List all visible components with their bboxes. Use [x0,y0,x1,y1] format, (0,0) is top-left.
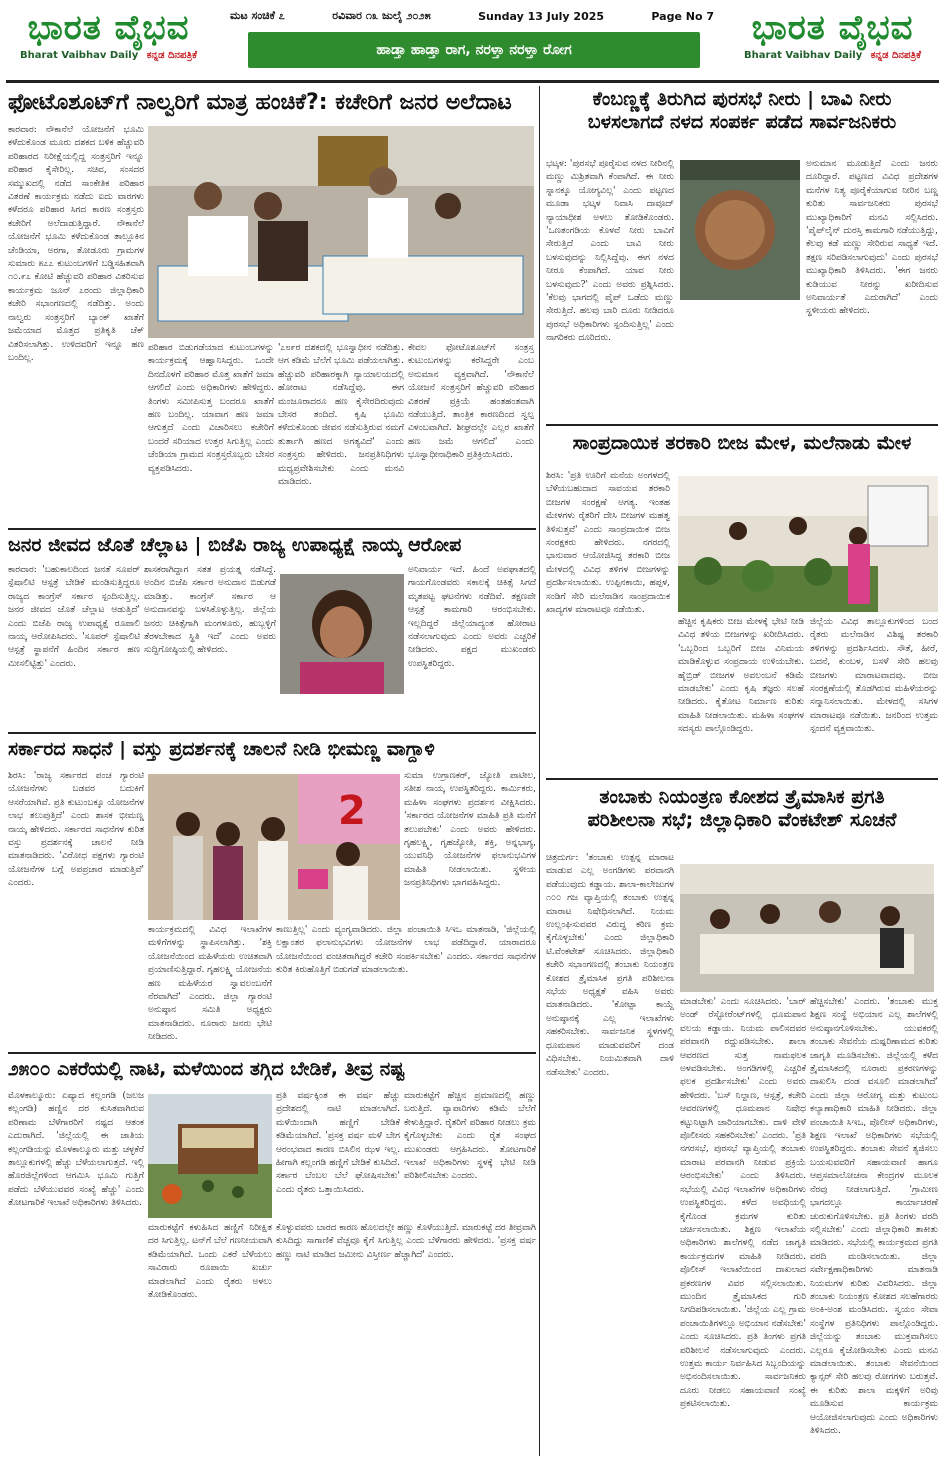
article-divider [8,1052,536,1054]
article-4-photo-portrait [280,574,404,694]
article-7-column-1: ಮೊಳಕಾಲ್ಮೂರು: ಏಷ್ಯಾದ ಕಲ್ಲಂಗಡಿ (ಜಲಜ ಕಲ್ಲಂಗಡಿ) ಹಣ್ಣಿನ ದರ ಕುಸಿತವಾಗಿರುವ ಪರಿಣಾಮ ಬೆಳೆಗಾರರಿಗೆ ನಷ್ಟದ ಆತಂಕ ಎದುರಾಗಿದೆ. 'ಜಿಲ್ಲೆಯಲ್ಲಿ ಈ ಜಾತಿಯ ಕಲ್ಲಂಗಡಿಯನ್ನು ಮೊಳಕಾಲ್ಮೂರು ಮತ್ತು ಚಳ್ಳಕೆರೆ ತಾಲ್ಲೂಕುಗಳಲ್ಲಿ ಹೆಚ್ಚು ಬೆಳೆಯಲಾಗುತ್ತದೆ. ಇಲ್ಲಿ ಹೊರಜಿಲ್ಲೆಗಳಿಂದ ಆಗಮಿಸಿ ಭೂಮಿ ಗುತ್ತಿಗೆ ಪಡೆದು ಬೆಳೆಯುವವರ ಸಂಖ್ಯೆ ಹೆಚ್ಚು' ಎಂದು ತೋಟಗಾರಿಕೆ ಇಲಾಖೆ ಅಧಿಕಾರಿಗಳು ತಿಳಿಸಿದರು. [8,1091,144,1209]
svg-text:2: 2 [338,788,366,834]
article-7-column-3: ಕೊಳ್ಳುವವರು ಬಾರದ ಕಾರಣ ಹೊಲದಲ್ಲೇ ಹಣ್ಣು ಕೊಳೆಯುತ್ತಿದೆ. ಮಾರುಕಟ್ಟೆ ದರ ತೀವ್ರವಾಗಿ ಕುಸಿದಿದ್ದು ಸಾಗಾಣಿಕೆ ವೆಚ್ಚವೂ ಕೈಗೆ ಸಿಗುತ್ತಿಲ್ಲ ಎಂದು ಬೆಳೆಗಾರರು ಹೇಳಿದರು. 'ಪ್ರಸಕ್ತ ವರ್ಷ ಹಣ್ಣು ನಾಟಿ ಮಾಡಿದ ಜಮೀನು ವಿಸ್ತೀರ್ಣ ಹೆಚ್ಚಾಗಿದೆ' ಎಂದರು. [276,1223,536,1260]
article-2-column-2: ಅನುಮಾನ ಮೂಡುತ್ತಿದೆ ಎಂದು ಜನರು ದೂರಿದ್ದಾರೆ. ಪಟ್ಟಣದ ವಿವಿಧ ಪ್ರದೇಶಗಳ ಮನೆಗಳ ನಿತ್ಯ ಪೂರೈಕೆಯಾಗುವ ನೀರಿನ ಬಣ್ಣ ಕುರಿತು ಸಾರ್ವಜನಿಕರು ಪುರಸಭೆ ಮುಖ್ಯಾಧಿಕಾರಿಗೆ ಮನವಿ ಸಲ್ಲಿಸಿದರು. 'ಪೈಪ್‌ಲೈನ್ ದುರಸ್ತಿ ಕಾಮಗಾರಿ ನಡೆಯುತ್ತಿದ್ದು, ಕೆಲವು ಕಡೆ ಮಣ್ಣು ಸೇರಿರುವ ಸಾಧ್ಯತೆ ಇದೆ. ತಕ್ಷಣ ಸರಿಪಡಿಸಲಾಗುವುದು' ಎಂದು ಪುರಸಭೆ ಮುಖ್ಯಾಧಿಕಾರಿ ತಿಳಿಸಿದರು. 'ಈಗ ಜನರು ಕುಡಿಯುವ ನೀರನ್ನು ಖರೀದಿಸುವ ಅನಿವಾರ್ಯತೆ ಎದುರಾಗಿದೆ' ಎಂದು ಸ್ಥಳೀಯರು ಹೇಳಿದರು. [806,159,938,317]
article-2-headline [546,88,938,134]
article-1-photo-cheque-handover [148,126,534,338]
article-5-column-1: ಶಿರಸಿ: 'ರಾಜ್ಯ ಸರ್ಕಾರದ ಪಂಚ ಗ್ಯಾರಂಟಿ ಯೋಜನೆಗಳು ಬಡವರ ಬದುಕಿಗೆ ಆಸರೆಯಾಗಿವೆ. ಪ್ರತಿ ಕುಟುಂಬಕ್ಕೂ ಯೋಜನೆಗಳ ಲಾಭ ತಲುಪುತ್ತಿದೆ' ಎಂದು ಶಾಸಕ ಭೀಮಣ್ಣ ನಾಯ್ಕ ಹೇಳಿದರು. ಸರ್ಕಾರದ ಸಾಧನೆಗಳ ಕುರಿತ ವಸ್ತು ಪ್ರದರ್ಶನಕ್ಕೆ ಚಾಲನೆ ನೀಡಿ ಮಾತನಾಡಿದರು. 'ವಿರೋಧ ಪಕ್ಷಗಳು ಗ್ಯಾರಂಟಿ ಯೋಜನೆಗಳ ಬಗ್ಗೆ ಅಪಪ್ರಚಾರ ಮಾಡುತ್ತಿವೆ' ಎಂದರು. [8,771,144,889]
article-2-photo-muddy-water [680,160,800,300]
kannada-date: ರವಿವಾರ ೧೩ ಜುಲೈ ೨೦೨೫ [332,9,431,22]
issue-info-bar [222,6,722,26]
logo-right [730,6,935,70]
article-3-column-2: ಹೆಚ್ಚಿನ ಕೃಷಿಕರು ಬೀಜ ಮೇಳಕ್ಕೆ ಭೇಟಿ ನೀಡಿ ವಿವಿಧ ತಳಿಯ ಬೀಜಗಳನ್ನು ಖರೀದಿಸಿದರು. 'ಒಬ್ಬರಿಂದ ಒಬ್ಬರಿಗೆ ಬೀಜ ವಿನಿಮಯ ಮಾಡಿಕೊಳ್ಳುವ ಸಂಪ್ರದಾಯ ಉಳಿಯಬೇಕು. ಹೈಬ್ರಿಡ್ ಬೀಜಗಳ ಅವಲಂಬನೆ ಕಡಿಮೆ ಮಾಡಬೇಕು' ಎಂದು ಕೃಷಿ ತಜ್ಞರು ಸಲಹೆ ನೀಡಿದರು. ಕೈತೋಟ ನಿರ್ಮಾಣ ಕುರಿತು ಮಾಹಿತಿ ನೀಡಲಾಯಿತು. ಮಹಿಳಾ ಸಂಘಗಳ ಸದಸ್ಯರು ಪಾಲ್ಗೊಂಡಿದ್ದರು. [678,617,804,735]
article-7-photo-watermelon-truck [148,1094,272,1218]
logo-tag: ಕನ್ನಡ ದಿನಪತ್ರಿಕೆ [870,50,921,61]
logo-english: Bharat Vaibhav Daily [744,50,863,61]
article-divider [8,732,536,734]
article-divider [8,528,536,530]
page-number: Page No 7 [651,9,714,23]
article-6-headline-line-2: ಪರಿಶೀಲನಾ ಸಭೆ; ಜಿಲ್ಲಾಧಿಕಾರಿ ವೆಂಕಟೇಶ್ ಸೂಚನೆ [587,808,897,831]
article-5-column-3: ಕಾರ್ಯಕ್ರಮದಲ್ಲಿ ವಿವಿಧ ಇಲಾಖೆಗಳ ಮಳಿಗೆಗಳನ್ನು ಸ್ಥಾಪಿಸಲಾಗಿತ್ತು. 'ಶಕ್ತಿ ಯೋಜನೆಯಿಂದ ಮಹಿಳೆಯರು ಉಚಿತವಾಗಿ ಪ್ರಯಾಣಿಸುತ್ತಿದ್ದಾರೆ. ಗೃಹಲಕ್ಷ್ಮಿ ಯೋಜನೆಯ ಹಣ ಮಹಿಳೆಯರ ಸ್ವಾವಲಂಬನೆಗೆ ನೆರವಾಗಿದೆ' ಎಂದರು. ಜಿಲ್ಲಾ ಗ್ಯಾರಂಟಿ ಅನುಷ್ಠಾನ ಸಮಿತಿ ಅಧ್ಯಕ್ಷರು ಮಾತನಾಡಿದರು. ನೂರಾರು ಜನರು ಭೇಟಿ ನೀಡಿದರು. [148,925,272,1043]
article-5-photo-exhibition [148,774,400,920]
logo-title: ಭಾರತ ವೈಭವ [27,8,190,48]
article-2-column-1: ಭಟ್ಕಳ: 'ಪುರಸಭೆ ಪೂರೈಸುವ ನಳದ ನೀರಿನಲ್ಲಿ ಮಣ್ಣು ಮಿಶ್ರಿತವಾಗಿ ಕೆಂಪಾಗಿದೆ. ಈ ನೀರು ಸ್ನಾನಕ್ಕೂ ಯೋಗ್ಯವಿಲ್ಲ' ಎಂದು ಪಟ್ಟಣದ ಮೂಡಾ ಭಟ್ಕಳ ನಿವಾಸಿ ದಾವೂದ್ ನ್ಯಾಯಾಧೀಶ ಅಳಲು ತೋಡಿಕೊಂಡರು. 'ಒಣತಂಗಡಿಯ ಕೊಳವೆ ನೀರು ಬಾವಿಗೆ ಸೇರುತ್ತಿದೆ ಎಂದು ಬಾವಿ ನೀರು ಬಳಸುವುದನ್ನು ನಿಲ್ಲಿಸಿದ್ದೆವು. ಈಗ ನಳದ ನೀರೂ ಕೆಂಪಾಗಿದೆ. ಯಾವ ನೀರು ಬಳಸುವುದು?' ಎಂದು ಅವರು ಪ್ರಶ್ನಿಸಿದರು. 'ಕೆಲವು ಭಾಗದಲ್ಲಿ ಪೈಪ್ ಒಡೆದು ಮಣ್ಣು ಸೇರುತ್ತಿದೆ. ಹಲವು ಬಾರಿ ದೂರು ನೀಡಿದರೂ ಪುರಸಭೆ ಅಧಿಕಾರಿಗಳು ಸ್ಪಂದಿಸುತ್ತಿಲ್ಲ' ಎಂದು ನಾಗರಿಕರು ದೂರಿದರು. [546,159,674,344]
article-3-headline: ಸಾಂಪ್ರದಾಯಿಕ ತರಕಾರಿ ಬೀಜ ಮೇಳ, ಮಲೆನಾಡು ಮೇಳ [572,432,912,454]
article-6-column-3: ಮಾಡಬೇಕು' ಎಂದು ಸೂಚಿಸಿದರು. 'ಬಾರ್ ಅಂಡ್ ರೆಸ್ಟೋರೆಂಟ್‌ಗಳಲ್ಲಿ ಧೂಮಪಾನ ವಲಯ ಕಡ್ಡಾಯ. ನಿಯಮ ಪಾಲಿಸದವರ ಪರವಾನಗಿ ರದ್ದುಪಡಿಸಬೇಕು. ಶಾಲಾ ಆವರಣದ ಸುತ್ತ ನಾಮಫಲಕ ಅಳವಡಿಸಬೇಕು. ಅಂಗಡಿಗಳಲ್ಲಿ ಎಚ್ಚರಿಕೆ ಫಲಕ ಪ್ರದರ್ಶಿಸಬೇಕು' ಎಂದು ಅವರು ಹೇಳಿದರು. 'ಬಸ್ ನಿಲ್ದಾಣ, ಆಸ್ಪತ್ರೆ, ಕಚೇರಿ ಆವರಣಗಳಲ್ಲಿ ಧೂಮಪಾನ ನಿಷೇಧ ಕಟ್ಟುನಿಟ್ಟಾಗಿ ಜಾರಿಯಾಗಬೇಕು. ದಾಳಿ ವೇಳೆ ಪೊಲೀಸರು ಸಹಕರಿಸಬೇಕು' ಎಂದರು. 'ಪ್ರತಿ ನಗರಸಭೆ, ಪುರಸಭೆ ವ್ಯಾಪ್ತಿಯಲ್ಲಿ ತಂಬಾಕು ಮಾರಾಟ ಪರವಾನಗಿ ನೀಡುವ ಪ್ರಕ್ರಿಯೆ ಆರಂಭಿಸಬೇಕು' ಎಂದು ತಿಳಿಸಿದರು. ಸಭೆಯಲ್ಲಿ ವಿವಿಧ ಇಲಾಖೆಗಳ ಅಧಿಕಾರಿಗಳು ಉಪಸ್ಥಿತರಿದ್ದರು. ಕಳೆದ ಅವಧಿಯಲ್ಲಿ ಕೈಗೊಂಡ ಕ್ರಮಗಳ ಕುರಿತು ಚರ್ಚಿಸಲಾಯಿತು. ಶಿಕ್ಷಣ ಇಲಾಖೆಯ ಅಧಿಕಾರಿಗಳು ಶಾಲೆಗಳಲ್ಲಿ ನಡೆದ ಜಾಗೃತಿ ಕಾರ್ಯಕ್ರಮಗಳ ಮಾಹಿತಿ ನೀಡಿದರು. ಪೊಲೀಸ್ ಇಲಾಖೆಯಿಂದ ದಾಖಲಾದ ಪ್ರಕರಣಗಳ ವಿವರ ಸಲ್ಲಿಸಲಾಯಿತು. ಮುಂದಿನ ತ್ರೈಮಾಸಿಕದ ಗುರಿ ನಿಗದಿಪಡಿಸಲಾಯಿತು. 'ಜಿಲ್ಲೆಯ ಎಲ್ಲ ಗ್ರಾಮ ಪಂಚಾಯಿತಿಗಳಲ್ಲೂ ಅಭಿಯಾನ ನಡೆಸಬೇಕು' ಎಂದು ಸೂಚಿಸಿದರು. ಪ್ರತಿ ತಿಂಗಳು ಪ್ರಗತಿ ಪರಿಶೀಲನೆ ನಡೆಸಲಾಗುವುದು ಎಂದರು. ಉತ್ತಮ ಕಾರ್ಯ ನಿರ್ವಹಿಸಿದ ಸಿಬ್ಬಂದಿಯನ್ನು ಅಭಿನಂದಿಸಲಾಯಿತು. ಸಾರ್ವಜನಿಕರು ದೂರು ನೀಡಲು ಸಹಾಯವಾಣಿ ಸಂಖ್ಯೆ ಪ್ರಕಟಿಸಲಾಯಿತು. [680,997,806,1410]
article-2-headline-line-1: ಕೆಂಬಣ್ಣಕ್ಕೆ ತಿರುಗಿದ ಪುರಸಭೆ ನೀರು | ಬಾವಿ ನೀರು [592,88,892,110]
article-4-column-2: ಶಾಸಕರಾಗಿದ್ದಾಗ ಸತತ ಪ್ರಯತ್ನ ನಡೆಸಿದ್ದೆ. ಅಂದಿನ ಬಿಜೆಪಿ ಸರ್ಕಾರ ಅನುದಾನ ಬಿಡುಗಡೆ ಮಾಡಿತ್ತು. ಕಾಂಗ್ರೆಸ್ ಸರ್ಕಾರ ಆ ಅನುದಾನವನ್ನು ಬಳಸಿಕೊಳ್ಳುತ್ತಿಲ್ಲ. ಜಿಲ್ಲೆಯ ಜನರು ಚಿಕಿತ್ಸೆಗಾಗಿ ಮಂಗಳೂರು, ಹುಬ್ಬಳ್ಳಿಗೆ ತೆರಳಬೇಕಾದ ಸ್ಥಿತಿ ಇದೆ' ಎಂದು ಅವರು ಸುದ್ದಿಗೋಷ್ಠಿಯಲ್ಲಿ ಹೇಳಿದರು. [144,565,276,656]
article-7-column-4: ಪ್ರತಿ ವರ್ಷಕ್ಕಿಂತ ಈ ವರ್ಷ ಹೆಚ್ಚು ಪ್ರದೇಶದಲ್ಲಿ ನಾಟಿ ಮಾಡಲಾಗಿದೆ. ಮಳೆಯಿಂದಾಗಿ ಹಣ್ಣಿಗೆ ಬೇಡಿಕೆ ಕಡಿಮೆಯಾಗಿದೆ. 'ಪ್ರಸಕ್ತ ವರ್ಷ ಮಳೆ ಬೇಗ ಆರಂಭವಾದ ಕಾರಣ ಬಿಸಿಲಿನ ಝಳ ಇಲ್ಲ. ಹೀಗಾಗಿ ಕಲ್ಲಂಗಡಿ ಹಣ್ಣಿಗೆ ಬೇಡಿಕೆ ಕುಸಿದಿದೆ. ಸರ್ಕಾರ ಬೆಂಬಲ ಬೆಲೆ ಘೋಷಿಸಬೇಕು' ಎಂದು ರೈತರು ಒತ್ತಾಯಿಸಿದರು. [276,1091,400,1195]
logo-english: Bharat Vaibhav Daily [20,50,139,61]
article-6-headline [546,786,938,832]
article-3-photo-seed-fair [678,476,938,612]
article-4-headline: ಜನರ ಜೀವದ ಜೊತೆ ಚೆಲ್ಲಾಟ | ಬಿಜೆಪಿ ರಾಜ್ಯ ಉಪಾಧ್ಯಕ್ಷೆ ನಾಯ್ಕ ಆರೋಪ [8,534,462,556]
tagline-band [248,32,700,68]
article-5-headline: ಸರ್ಕಾರದ ಸಾಧನೆ | ವಸ್ತು ಪ್ರದರ್ಶನಕ್ಕೆ ಚಾಲನೆ ನೀಡಿ ಭೀಮಣ್ಣ ವಾಗ್ದಾಳಿ [8,738,435,760]
article-3-column-1: ಶಿರಸಿ: 'ಪ್ರತಿ ಊರಿಗೆ ಮನೆಯ ಅಂಗಳದಲ್ಲಿ ಬೆಳೆಯಬಹುದಾದ ಸಾವಯವ ತರಕಾರಿ ಬೀಜಗಳ ಸಂರಕ್ಷಣೆ ಅಗತ್ಯ. ಇಂತಹ ಮೇಳಗಳು ರೈತರಿಗೆ ದೇಸಿ ಬೀಜಗಳ ಮಹತ್ವ ತಿಳಿಸುತ್ತವೆ' ಎಂದು ಸಾಂಪ್ರದಾಯಿಕ ಬೀಜ ಸಂರಕ್ಷಕರು ಹೇಳಿದರು. ನಗರದಲ್ಲಿ ಭಾನುವಾರ ಆಯೋಜಿಸಿದ್ದ ತರಕಾರಿ ಬೀಜ ಮೇಳದಲ್ಲಿ ವಿವಿಧ ತಳಿಗಳ ಬೀಜಗಳನ್ನು ಪ್ರದರ್ಶಿಸಲಾಯಿತು. ಉಪ್ಪಿನಕಾಯಿ, ಹಪ್ಪಳ, ಸಂಡಿಗೆ ಸೇರಿ ಮಲೆನಾಡಿನ ಸಾಂಪ್ರದಾಯಿಕ ಖಾದ್ಯಗಳ ಮಾರಾಟವೂ ನಡೆಯಿತು. [546,471,670,616]
article-7-column-5: ಮಾರುಕಟ್ಟೆಗೆ ಹೆಚ್ಚಿನ ಪ್ರಮಾಣದಲ್ಲಿ ಹಣ್ಣು ಬರುತ್ತಿದೆ. ವ್ಯಾಪಾರಿಗಳು ಕಡಿಮೆ ಬೆಲೆಗೆ ಕೇಳುತ್ತಿದ್ದಾರೆ. ರೈತರಿಗೆ ಪರಿಹಾರ ನೀಡಲು ಕ್ರಮ ಕೈಗೊಳ್ಳಬೇಕು ಎಂದು ರೈತ ಸಂಘದ ಮುಖಂಡರು ಆಗ್ರಹಿಸಿದರು. ತೋಟಗಾರಿಕೆ ಇಲಾಖೆ ಅಧಿಕಾರಿಗಳು ಸ್ಥಳಕ್ಕೆ ಭೇಟಿ ನೀಡಿ ಪರಿಶೀಲಿಸಬೇಕು ಎಂದರು. [404,1091,536,1182]
article-5-column-4: ಕಾಣುತ್ತಿಲ್ಲ' ಎಂದು ವ್ಯಂಗ್ಯವಾಡಿದರು. ಜಿಲ್ಲಾ ಪಂಚಾಯಿತಿ ಸಿಇಒ ಮಾತನಾಡಿ, 'ಜಿಲ್ಲೆಯಲ್ಲಿ ಲಕ್ಷಾಂತರ ಫಲಾನುಭವಿಗಳು ಯೋಜನೆಗಳ ಲಾಭ ಪಡೆದಿದ್ದಾರೆ. ಯಾರಾದರೂ ಯೋಜನೆಯಿಂದ ವಂಚಿತರಾಗಿದ್ದರೆ ಕಚೇರಿ ಸಂಪರ್ಕಿಸಬೇಕು' ಎಂದರು. ಸರ್ಕಾರದ ಸಾಧನೆಗಳ ಕುರಿತ ಕಿರುಹೊತ್ತಿಗೆ ಬಿಡುಗಡೆ ಮಾಡಲಾಯಿತು. [276,925,536,976]
article-1-headline: ಫೋಟೊಶೂಟ್‌ಗೆ ನಾಲ್ವರಿಗೆ ಮಾತ್ರ ಹಂಚಿಕೆ?: ಕಚೇರಿಗೆ ಜನರ ಅಲೆದಾಟ [8,90,512,115]
article-7-column-2: ಮಾರುಕಟ್ಟೆಗೆ ಕಳುಹಿಸಿದ ಹಣ್ಣಿಗೆ ನಿರೀಕ್ಷಿತ ದರ ಸಿಗುತ್ತಿಲ್ಲ. ಟನ್‌ಗೆ ಬೆಲೆ ಗಣನೀಯವಾಗಿ ಕಡಿಮೆಯಾಗಿದೆ. ಒಂದು ಎಕರೆ ಬೆಳೆಯಲು ಸಾವಿರಾರು ರೂಪಾಯಿ ಖರ್ಚು ಮಾಡಲಾಗಿದೆ ಎಂದು ರೈತರು ಅಳಲು ತೋಡಿಕೊಂಡರು. [148,1223,272,1301]
article-6-column-2: ಹೆಚ್ಚಿಸಬೇಕು' ಎಂದರು. 'ತಂಬಾಕು ಮುಕ್ತ ಶಿಕ್ಷಣ ಸಂಸ್ಥೆ ಅಭಿಯಾನ ಎಲ್ಲ ಶಾಲೆಗಳಲ್ಲಿ ಅನುಷ್ಠಾನಗೊಳಿಸಬೇಕು. ಯುವಕರಲ್ಲಿ ತಂಬಾಕು ಸೇವನೆಯ ದುಷ್ಪರಿಣಾಮದ ಕುರಿತು ಜಾಗೃತಿ ಮೂಡಿಸಬೇಕು. ಜಿಲ್ಲೆಯಲ್ಲಿ ಕಳೆದ ತ್ರೈಮಾಸಿಕದಲ್ಲಿ ನೂರಾರು ಪ್ರಕರಣಗಳನ್ನು ದಾಖಲಿಸಿ ದಂಡ ವಸೂಲಿ ಮಾಡಲಾಗಿದೆ' ಎಂದು ಜಿಲ್ಲಾ ಆರೋಗ್ಯ ಮತ್ತು ಕುಟುಂಬ ಕಲ್ಯಾಣಾಧಿಕಾರಿ ಮಾಹಿತಿ ನೀಡಿದರು. ಜಿಲ್ಲಾ ಪಂಚಾಯಿತಿ ಸಿಇಒ, ಪೊಲೀಸ್ ಅಧಿಕಾರಿಗಳು, ಶಿಕ್ಷಣ ಇಲಾಖೆ ಅಧಿಕಾರಿಗಳು ಸಭೆಯಲ್ಲಿ ಉಪಸ್ಥಿತರಿದ್ದರು. ತಂಬಾಕು ಸೇವನೆ ತ್ಯಜಿಸಲು ಬಯಸುವವರಿಗೆ ಸಹಾಯವಾಣಿ ಹಾಗೂ ಆಪ್ತಸಮಾಲೋಚನಾ ಕೇಂದ್ರಗಳ ಮೂಲಕ ನೆರವು ನೀಡಲಾಗುತ್ತಿದೆ. 'ಗ್ರಾಮೀಣ ಭಾಗದಲ್ಲೂ ಕಾರ್ಯಾಚರಣೆ ಚುರುಕುಗೊಳಿಸಬೇಕು. ಪ್ರತಿ ತಿಂಗಳು ವರದಿ ಸಲ್ಲಿಸಬೇಕು' ಎಂದು ಜಿಲ್ಲಾಧಿಕಾರಿ ತಾಕೀತು ಮಾಡಿದರು. ಸಭೆಯಲ್ಲಿ ಕಾರ್ಯಕ್ರಮದ ಪ್ರಗತಿ ವರದಿ ಮಂಡಿಸಲಾಯಿತು. ಜಿಲ್ಲಾ ಸರ್ವೇಕ್ಷಣಾಧಿಕಾರಿಗಳು ಮಾತನಾಡಿ ನಿಯಮಗಳ ಕುರಿತು ವಿವರಿಸಿದರು. ಜಿಲ್ಲಾ ತಂಬಾಕು ನಿಯಂತ್ರಣ ಕೋಶದ ಸಲಹೆಗಾರರು ಅಂಕಿ-ಅಂಶ ಮಂಡಿಸಿದರು. ಸ್ವಯಂ ಸೇವಾ ಸಂಸ್ಥೆಗಳ ಪ್ರತಿನಿಧಿಗಳು ಪಾಲ್ಗೊಂಡಿದ್ದರು. ಜಿಲ್ಲೆಯನ್ನು ತಂಬಾಕು ಮುಕ್ತವಾಗಿಸಲು ಎಲ್ಲರೂ ಕೈಜೋಡಿಸಬೇಕು ಎಂದು ಮನವಿ ಮಾಡಲಾಯಿತು. ತಂಬಾಕು ಸೇವನೆಯಿಂದ ಕ್ಯಾನ್ಸರ್ ಸೇರಿ ಹಲವು ರೋಗಗಳು ಬರುತ್ತವೆ. ಈ ಕುರಿತು ಶಾಲಾ ಮಕ್ಕಳಿಗೆ ಅರಿವು ಮೂಡಿಸುವ ಕಾರ್ಯಕ್ರಮ ಆಯೋಜಿಸಲಾಗುವುದು ಎಂದು ಅಧಿಕಾರಿಗಳು ತಿಳಿಸಿದರು. [810,997,938,1436]
logo-subline [6,50,211,61]
article-2-headline-line-2: ಬಳಸಲಾಗದೆ ನಳದ ಸಂಪರ್ಕ ಪಡೆದ ಸಾರ್ವಜನಿಕರು [587,110,897,133]
article-1-column-3: '೭೮೯ರ ದಶಕದಲ್ಲಿ ಭೂಸ್ವಾಧೀನ ನಡೆದಿತ್ತು. ಆಗ ಕಡಿಮೆ ಬೆಲೆಗೆ ಭೂಮಿ ಪಡೆಯಲಾಗಿತ್ತು. ಹೆಚ್ಚುವರಿ ಪರಿಹಾರಕ್ಕಾಗಿ ನ್ಯಾಯಾಲಯದಲ್ಲಿ ಹೋರಾಟ ನಡೆಸಿದ್ದೆವು. ಈಗ ಮಂಜೂರಾದರೂ ಹಣ ಕೈಸೇರದಿರುವುದು ಬೇಸರ ತಂದಿದೆ. ಕೃಷಿ ಭೂಮಿ ಕಳೆದುಕೊಂಡು ಜೀವನ ನಡೆಸುತ್ತಿರುವ ನಮಗೆ ತುರ್ತಾಗಿ ಹಣದ ಅಗತ್ಯವಿದೆ' ಎಂದು ಸಂತ್ರಸ್ತರು ಹೇಳಿದರು. ಜನಪ್ರತಿನಿಧಿಗಳು ಮಧ್ಯಪ್ರವೇಶಿಸಬೇಕು ಎಂದು ಮನವಿ ಮಾಡಿದರು. [278,343,404,488]
tagline: ಹಾಡ್ತಾ ಹಾಡ್ತಾ ರಾಗ, ನರಳ್ತಾ ನರಳ್ತಾ ರೋಗ [376,42,572,58]
article-1-column-4: ಕೇವಲ ಫೋಟೊಶೂಟ್‌ಗೆ ಸಂತ್ರಸ್ತ ಕುಟುಂಬಗಳನ್ನು ಕರೆಸಿದ್ದರೇ ಎಂಬ ಅನುಮಾನ ವ್ಯಕ್ತವಾಗಿದೆ. 'ನೌಕಾನೆಲೆ ಯೋಜನೆ ಸಂತ್ರಸ್ತರಿಗೆ ಹೆಚ್ಚುವರಿ ಪರಿಹಾರ ವಿತರಣೆ ಪ್ರಕ್ರಿಯೆ ಹಂತಹಂತವಾಗಿ ನಡೆಯುತ್ತಿದೆ. ತಾಂತ್ರಿಕ ಕಾರಣದಿಂದ ಸ್ವಲ್ಪ ವಿಳಂಬವಾಗಿದೆ. ಶೀಘ್ರದಲ್ಲೇ ಎಲ್ಲರ ಖಾತೆಗೆ ಹಣ ಜಮೆ ಆಗಲಿದೆ' ಎಂದು ಭೂಸ್ವಾಧೀನಾಧಿಕಾರಿ ಪ್ರತಿಕ್ರಿಯಿಸಿದರು. [408,343,534,461]
masthead-rule [6,80,939,83]
article-4-column-3: ಅನಿವಾರ್ಯ ಇದೆ. ಹಿಂದೆ ಅಪಘಾತದಲ್ಲಿ ಗಾಯಗೊಂಡವರು ಸಕಾಲಕ್ಕೆ ಚಿಕಿತ್ಸೆ ಸಿಗದೆ ಮೃತಪಟ್ಟ ಘಟನೆಗಳು ನಡೆದಿವೆ. ತಕ್ಷಣವೇ ಆಸ್ಪತ್ರೆ ಕಾಮಗಾರಿ ಆರಂಭಿಸಬೇಕು. ಇಲ್ಲದಿದ್ದರೆ ಜಿಲ್ಲೆಯಾದ್ಯಂತ ಹೋರಾಟ ನಡೆಸಲಾಗುವುದು ಎಂದು ಅವರು ಎಚ್ಚರಿಕೆ ನೀಡಿದರು. ಪಕ್ಷದ ಮುಖಂಡರು ಉಪಸ್ಥಿತರಿದ್ದರು. [408,565,536,669]
masthead [0,0,945,78]
column-divider [539,86,540,1456]
article-7-headline: ೨೫೦೦ ಎಕರೆಯಲ್ಲಿ ನಾಟಿ, ಮಳೆಯಿಂದ ತಗ್ಗಿದ ಬೇಡಿಕೆ, ತೀವ್ರ ನಷ್ಟ [8,1058,405,1080]
article-divider [546,424,938,426]
article-1-column-2: ಪರಿಹಾರ ಬಿಡುಗಡೆಯಾದ ಕುಟುಂಬಗಳನ್ನು ಕಾರ್ಯಕ್ರಮಕ್ಕೆ ಆಹ್ವಾನಿಸಿದ್ದರು. ಒಂದೇ ದಿನದೊಳಗೆ ಪರಿಹಾರ ಮೊತ್ತ ಖಾತೆಗೆ ಜಮಾ ಆಗಲಿದೆ ಎಂದು ಅಧಿಕಾರಿಗಳು ಹೇಳಿದ್ದರು. ತಿಂಗಳು ಸಮೀಪಿಸುತ್ತ ಬಂದರೂ ಖಾತೆಗೆ ಹಣ ಬಂದಿಲ್ಲ. ಯಾವಾಗ ಹಣ ಜಮಾ ಆಗುತ್ತದೆ ಎಂದು ವಿಚಾರಿಸಲು ಕಚೇರಿಗೆ ಬಂದರೆ ಸರಿಯಾದ ಉತ್ತರ ಸಿಗುತ್ತಿಲ್ಲ ಎಂದು ಚೆಂಡಿಯಾ ಗ್ರಾಮದ ಸಂತ್ರಸ್ತರೊಬ್ಬರು ಬೇಸರ ವ್ಯಕ್ತಪಡಿಸಿದರು. [148,343,274,474]
article-3-column-3: ಜಿಲ್ಲೆಯ ವಿವಿಧ ತಾಲ್ಲೂಕುಗಳಿಂದ ಬಂದ ರೈತರು ಮಲೆನಾಡಿನ ವಿಶಿಷ್ಟ ತರಕಾರಿ ತಳಿಗಳನ್ನು ಪ್ರದರ್ಶಿಸಿದರು. ಸೌತೆ, ಹೀರೆ, ಬದನೆ, ಕುಂಬಳ, ಬಸಳೆ ಸೇರಿ ಹಲವು ಬೀಜಗಳು ಮಾರಾಟವಾದವು. ಬೀಜ ಸಂರಕ್ಷಣೆಯಲ್ಲಿ ತೊಡಗಿರುವ ಮಹಿಳೆಯರನ್ನು ಸನ್ಮಾನಿಸಲಾಯಿತು. ಮೇಳದಲ್ಲಿ ಸಸಿಗಳ ಮಾರಾಟವೂ ನಡೆಯಿತು. ಜನರಿಂದ ಉತ್ತಮ ಸ್ಪಂದನೆ ವ್ಯಕ್ತವಾಯಿತು. [810,617,938,735]
logo-title: ಭಾರತ ವೈಭವ [751,8,914,48]
article-6-column-1: ಚಿತ್ರದುರ್ಗ: 'ತಂಬಾಕು ಉತ್ಪನ್ನ ಮಾರಾಟ ಮಾಡುವ ಎಲ್ಲ ಅಂಗಡಿಗಳು ಪರವಾನಗಿ ಪಡೆಯುವುದು ಕಡ್ಡಾಯ. ಶಾಲಾ-ಕಾಲೇಜುಗಳ ೧೦೦ ಗಜ ವ್ಯಾಪ್ತಿಯಲ್ಲಿ ತಂಬಾಕು ಉತ್ಪನ್ನ ಮಾರಾಟ ನಿಷೇಧಿಸಲಾಗಿದೆ. ನಿಯಮ ಉಲ್ಲಂಘಿಸುವವರ ವಿರುದ್ಧ ಕಠಿಣ ಕ್ರಮ ಕೈಗೊಳ್ಳಬೇಕು' ಎಂದು ಜಿಲ್ಲಾಧಿಕಾರಿ ಟಿ.ವೆಂಕಟೇಶ್ ಸೂಚಿಸಿದರು. ಜಿಲ್ಲಾಧಿಕಾರಿ ಕಚೇರಿ ಸಭಾಂಗಣದಲ್ಲಿ ತಂಬಾಕು ನಿಯಂತ್ರಣ ಕೋಶದ ತ್ರೈಮಾಸಿಕ ಪ್ರಗತಿ ಪರಿಶೀಲನಾ ಸಭೆಯ ಅಧ್ಯಕ್ಷತೆ ವಹಿಸಿ ಅವರು ಮಾತನಾಡಿದರು. 'ಕೋಟ್ಪಾ ಕಾಯ್ದೆ ಅನುಷ್ಠಾನಕ್ಕೆ ಎಲ್ಲ ಇಲಾಖೆಗಳು ಸಹಕರಿಸಬೇಕು. ಸಾರ್ವಜನಿಕ ಸ್ಥಳಗಳಲ್ಲಿ ಧೂಮಪಾನ ಮಾಡುವವರಿಗೆ ದಂಡ ವಿಧಿಸಬೇಕು. ನಿಯಮಿತವಾಗಿ ದಾಳಿ ನಡೆಸಬೇಕು' ಎಂದರು. [546,853,674,1078]
article-5-column-2: ಸುಮಾ ಉಗ್ರಾಣಕರ್, ಜ್ಯೋತಿ ಪಾಟೀಲ, ಸತೀಶ ನಾಯ್ಕ ಉಪಸ್ಥಿತರಿದ್ದರು. ಕಾರ್ಮಿಕರು, ಮಹಿಳಾ ಸಂಘಗಳು ಪ್ರದರ್ಶನ ವೀಕ್ಷಿಸಿದರು. 'ಸರ್ಕಾರದ ಯೋಜನೆಗಳ ಮಾಹಿತಿ ಪ್ರತಿ ಮನೆಗೆ ತಲುಪಬೇಕು' ಎಂದು ಅವರು ಹೇಳಿದರು. ಗೃಹಲಕ್ಷ್ಮಿ, ಗೃಹಜ್ಯೋತಿ, ಶಕ್ತಿ, ಅನ್ನಭಾಗ್ಯ, ಯುವನಿಧಿ ಯೋಜನೆಗಳ ಫಲಾನುಭವಿಗಳ ಮಾಹಿತಿ ನೀಡಲಾಯಿತು. ಸ್ಥಳೀಯ ಜನಪ್ರತಿನಿಧಿಗಳು ಭಾಗವಹಿಸಿದ್ದರು. [404,771,536,889]
article-6-photo-meeting [680,864,934,992]
logo-subline [730,50,935,61]
article-6-headline-line-1: ತಂಬಾಕು ನಿಯಂತ್ರಣ ಕೋಶದ ತ್ರೈಮಾಸಿಕ ಪ್ರಗತಿ [599,786,885,808]
english-date: Sunday 13 July 2025 [478,9,605,23]
logo-left [6,6,211,70]
article-divider [546,778,938,780]
article-4-column-1: ಕಾರವಾರ: 'ಬಹುಕಾಲದಿಂದ ಜನತೆ ಸೂಪರ್ ಸ್ಪೆಷಾಲಿಟಿ ಆಸ್ಪತ್ರೆ ಬೇಡಿಕೆ ಮಂಡಿಸುತ್ತಿದ್ದರೂ ರಾಜ್ಯದ ಕಾಂಗ್ರೆಸ್ ಸರ್ಕಾರ ಸ್ಪಂದಿಸುತ್ತಿಲ್ಲ. ಜನರ ಜೀವದ ಜೊತೆ ಚೆಲ್ಲಾಟ ಆಡುತ್ತಿದೆ' ಎಂದು ಬಿಜೆಪಿ ರಾಜ್ಯ ಉಪಾಧ್ಯಕ್ಷೆ ರೂಪಾಲಿ ನಾಯ್ಕ ಆರೋಪಿಸಿದರು. 'ಸೂಪರ್ ಸ್ಪೆಷಾಲಿಟಿ ಆಸ್ಪತ್ರೆ ಸ್ಥಾಪನೆಗೆ ಹಿಂದಿನ ಸರ್ಕಾರ ಹಣ ಮೀಸಲಿಟ್ಟಿತ್ತು' ಎಂದರು. [8,565,140,669]
logo-tag: ಕನ್ನಡ ದಿನಪತ್ರಿಕೆ [146,50,197,61]
issue-number: ಮಟ ಸಂಚಿಕೆ ೭ [230,9,285,22]
article-1-column-1: ಕಾರವಾರ: ನೌಕಾನೆಲೆ ಯೋಜನೆಗೆ ಭೂಮಿ ಕಳೆದುಕೊಂಡ ಮೂರು ದಶಕದ ಬಳಿಕ ಹೆಚ್ಚುವರಿ ಪರಿಹಾರದ ನಿರೀಕ್ಷೆಯಲ್ಲಿದ್ದ ಸಂತ್ರಸ್ತರಿಗೆ ಇನ್ನೂ ಪರಿಹಾರ ಕೈಸೇರಿಲ್ಲ. ಸಚಿವ, ಸಂಸದರ ಸಮ್ಮುಖದಲ್ಲಿ ನಡೆದ ಸಾಂಕೇತಿಕ ಪರಿಹಾರ ವಿತರಣೆ ಕಾರ್ಯಕ್ರಮ ನಡೆದು ಐದು ವಾರಗಳು ಕಳೆದರೂ ಪರಿಹಾರ ಸಿಗದ ಕಾರಣ ಸಂತ್ರಸ್ತರು ಕಚೇರಿಗೆ ಅಲೆದಾಡುತ್ತಿದ್ದಾರೆ. ನೌಕಾನೆಲೆ ಯೋಜನೆಗೆ ಭೂಮಿ ಕಳೆದುಕೊಂಡ ತಾಲ್ಲೂಕಿನ ಚೆಂಡಿಯಾ, ಅರಗಾ, ತೋಡೂರು ಗ್ರಾಮಗಳ ಸುಮಾರು ೫೭೭ ಕುಟುಂಬಗಳಿಗೆ ಬಡ್ಡಿಸಹಿತವಾಗಿ ೧೦.೯೭ ಕೋಟಿ ಹೆಚ್ಚುವರಿ ಪರಿಹಾರ ವಿತರಿಸುವ ಕಾರ್ಯಕ್ರಮ ಜೂನ್ ೭ರಂದು ಜಿಲ್ಲಾಧಿಕಾರಿ ಕಚೇರಿ ಸಭಾಂಗಣದಲ್ಲಿ ನಡೆದಿತ್ತು. ಅಂದು ನಾಲ್ವರು ಸಂತ್ರಸ್ತರಿಗೆ ಬ್ಯಾಂಕ್ ಖಾತೆಗೆ ಜಮೆಯಾದ ಮೊತ್ತದ ಪ್ರತಿಕೃತಿ ಚೆಕ್ ವಿತರಿಸಲಾಗಿತ್ತು. ಉಳಿದವರಿಗೆ ಇನ್ನೂ ಹಣ ಬಂದಿಲ್ಲ. [8,125,144,363]
